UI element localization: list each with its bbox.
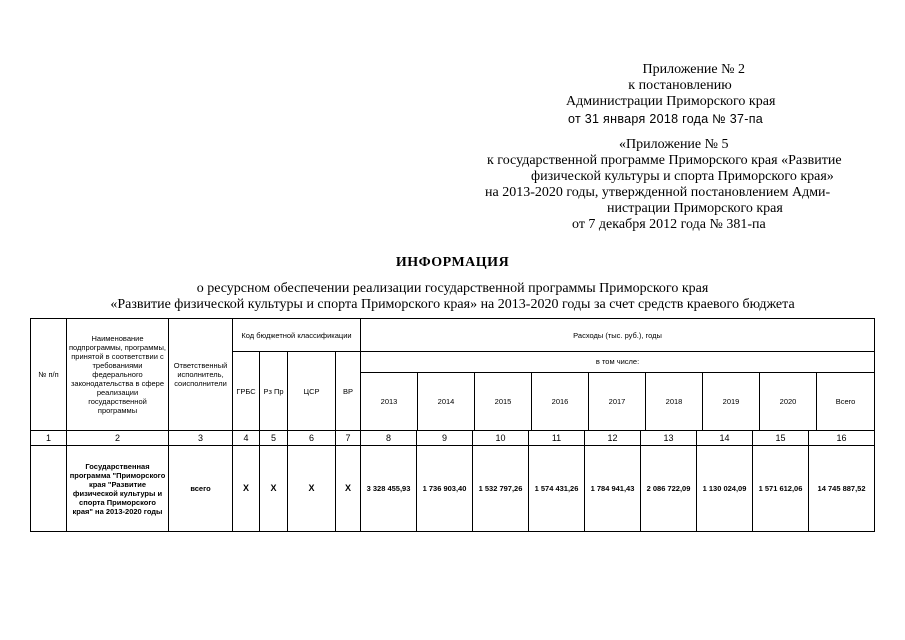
column-number: 13 — [641, 431, 697, 446]
column-number: 7 — [336, 431, 361, 446]
header-responsible: Ответственный исполнитель, соисполнители — [169, 319, 233, 431]
program-appendix-line6: от 7 декабря 2012 года № 381-па — [572, 217, 766, 232]
column-number: 9 — [417, 431, 473, 446]
row-value-2014: 1 736 903,40 — [417, 446, 473, 532]
column-number: 12 — [585, 431, 641, 446]
appendix-resolution-ref: к постановлению — [628, 78, 732, 93]
column-number: 11 — [529, 431, 585, 446]
appendix-date: от 31 января 2018 года № 37-па — [568, 112, 764, 126]
program-appendix-line3: физической культуры и спорта Приморского края» — [531, 169, 834, 184]
header-year: 2018 — [646, 373, 703, 430]
header-including: в том числе: — [361, 352, 874, 373]
row-responsible: всего — [169, 446, 233, 532]
column-number: 5 — [260, 431, 288, 446]
header-budget-code: Код бюджетной классификации — [233, 319, 361, 352]
header-grbs: ГРБС — [233, 352, 260, 431]
header-name: Наименование подпрограммы, программы, принятой в соответствии с требованиями федерального законодательства в сфере реализации государственной программы — [67, 319, 169, 431]
document-subtitle-line2: «Развитие физической культуры и спорта Приморского края» на 2013-2020 годы за счет средств краевого бюджета — [110, 297, 795, 312]
column-number: 4 — [233, 431, 260, 446]
program-appendix-line4: на 2013-2020 годы, утвержденной постановлением Адми- — [485, 185, 831, 200]
row-value-2020: 1 571 612,06 — [753, 446, 809, 532]
row-program-name: Государственная программа "Приморского края "Развитие физической культуры и спорта Приморского края" на 2013-2020 годы — [67, 446, 169, 532]
header-total: Всего — [835, 397, 856, 406]
row-value-total: 14 745 887,52 — [809, 446, 875, 532]
column-number: 8 — [361, 431, 417, 446]
header-rzpr: Рз Пр — [260, 352, 288, 431]
header-year: 2014 — [418, 373, 475, 430]
program-appendix-line2: к государственной программе Приморского края «Развитие — [487, 153, 842, 168]
header-expenses: Расходы (тыс. руб.), годы — [361, 319, 875, 352]
header-year: 2020 — [760, 373, 817, 430]
table-row — [31, 446, 875, 532]
column-number: 2 — [67, 431, 169, 446]
row-value-2016: 1 574 431,26 — [529, 446, 585, 532]
header-expense-breakdown — [361, 352, 875, 431]
header-csr: ЦСР — [288, 352, 336, 431]
program-appendix-number: «Приложение № 5 — [619, 137, 729, 152]
row-value-2019: 1 130 024,09 — [697, 446, 753, 532]
header-year: 2015 — [475, 373, 532, 430]
header-year: 2017 — [589, 373, 646, 430]
row-number-cell — [31, 446, 67, 532]
column-number: 10 — [473, 431, 529, 446]
document-subtitle-line1: о ресурсном обеспечении реализации государственной программы Приморского края — [196, 281, 709, 296]
document-title: ИНФОРМАЦИЯ — [395, 255, 510, 270]
column-number: 1 — [31, 431, 67, 446]
column-number: 15 — [753, 431, 809, 446]
column-number: 16 — [809, 431, 875, 446]
row-value-2015: 1 532 797,26 — [473, 446, 529, 532]
header-year: 2016 — [532, 373, 589, 430]
header-year: 2019 — [703, 373, 760, 430]
appendix-authority: Администрации Приморского края — [566, 94, 776, 109]
row-value-2017: 1 784 941,43 — [585, 446, 641, 532]
appendix-number: Приложение № 2 — [642, 62, 745, 77]
row-value-2018: 2 086 722,09 — [641, 446, 697, 532]
column-number: 3 — [169, 431, 233, 446]
row-grbs: Х — [233, 446, 260, 532]
resource-table — [30, 318, 875, 532]
row-vr: Х — [336, 446, 361, 532]
column-number: 14 — [697, 431, 753, 446]
column-number: 6 — [288, 431, 336, 446]
header-no: № п/п — [31, 319, 67, 431]
header-vr: ВР — [336, 352, 361, 431]
row-csr: Х — [288, 446, 336, 532]
row-rzpr: Х — [260, 446, 288, 532]
header-years — [361, 373, 874, 430]
program-appendix-line5: нистрации Приморского края — [607, 201, 783, 216]
row-value-2013: 3 328 455,93 — [361, 446, 417, 532]
header-year: 2013 — [361, 373, 418, 430]
